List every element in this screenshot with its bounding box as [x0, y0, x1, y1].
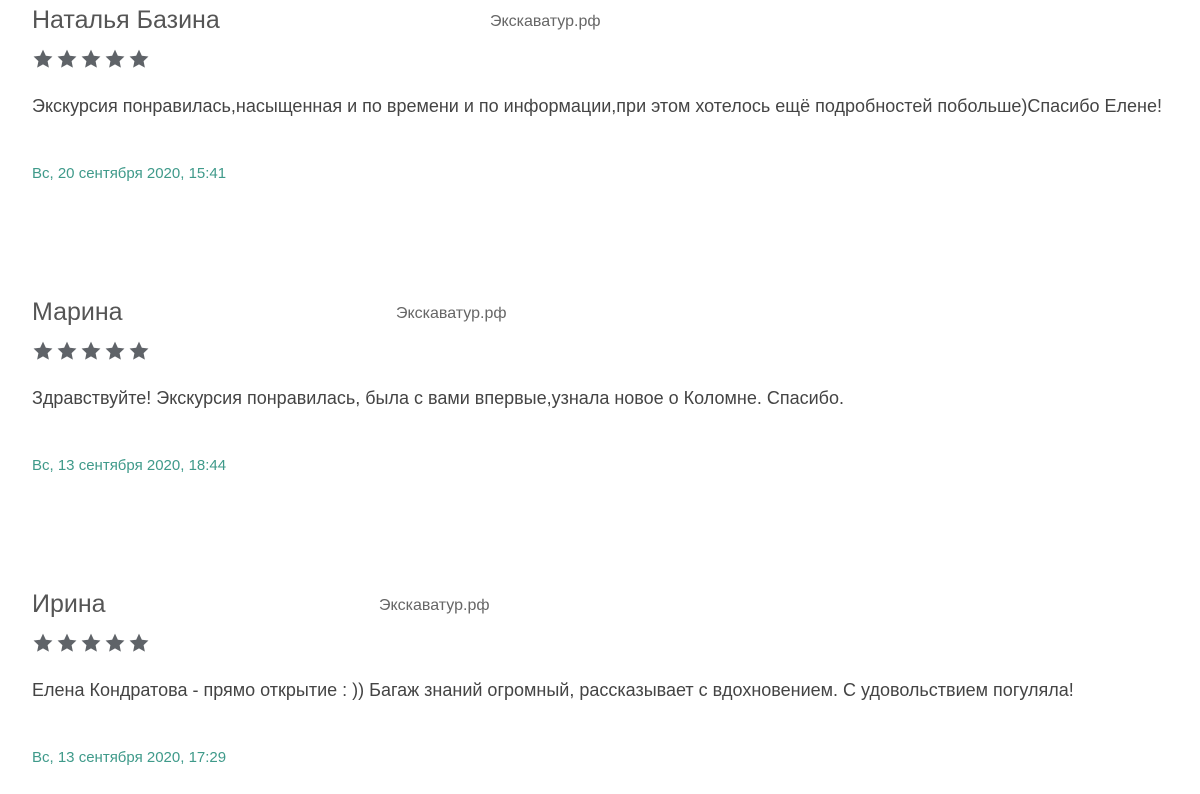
star-icon [80, 632, 102, 654]
review-item [0, 586, 1200, 786]
review-text: Здравствуйте! Экскурсия понравилась, была с вами впервые,узнала новое о Коломне. Спасибо. [32, 388, 844, 408]
star-icon [32, 340, 54, 362]
review-date: Вс, 13 сентября 2020, 17:29 [32, 749, 227, 766]
rating-stars [32, 632, 150, 654]
star-icon [56, 48, 78, 70]
star-icon [104, 48, 126, 70]
star-icon [128, 340, 150, 362]
review-author: Марина [32, 298, 123, 326]
review-text: Елена Кондратова - прямо открытие : )) Багаж знаний огромный, рассказывает с вдохновением. С удовольствием погуляла! [32, 680, 1074, 700]
star-icon [104, 340, 126, 362]
star-icon [80, 48, 102, 70]
star-icon [32, 48, 54, 70]
star-icon [128, 632, 150, 654]
star-icon [128, 48, 150, 70]
star-icon [32, 632, 54, 654]
star-icon [56, 340, 78, 362]
review-text: Экскурсия понравилась,насыщенная и по времени и по информации,при этом хотелось ещё подробностей побольше)Спасибо Елене! [32, 96, 1163, 116]
star-icon [56, 632, 78, 654]
review-source[interactable]: Экскаватур.рф [490, 13, 601, 30]
review-source[interactable]: Экскаватур.рф [379, 597, 490, 614]
star-icon [104, 632, 126, 654]
review-item [0, 2, 1200, 202]
rating-stars [32, 48, 150, 70]
review-source[interactable]: Экскаватур.рф [396, 305, 507, 322]
review-author: Наталья Базина [32, 6, 220, 34]
rating-stars [32, 340, 150, 362]
star-icon [80, 340, 102, 362]
review-date: Вс, 20 сентября 2020, 15:41 [32, 165, 227, 182]
review-item [0, 294, 1200, 494]
review-date: Вс, 13 сентября 2020, 18:44 [32, 457, 227, 474]
review-author: Ирина [32, 590, 106, 618]
